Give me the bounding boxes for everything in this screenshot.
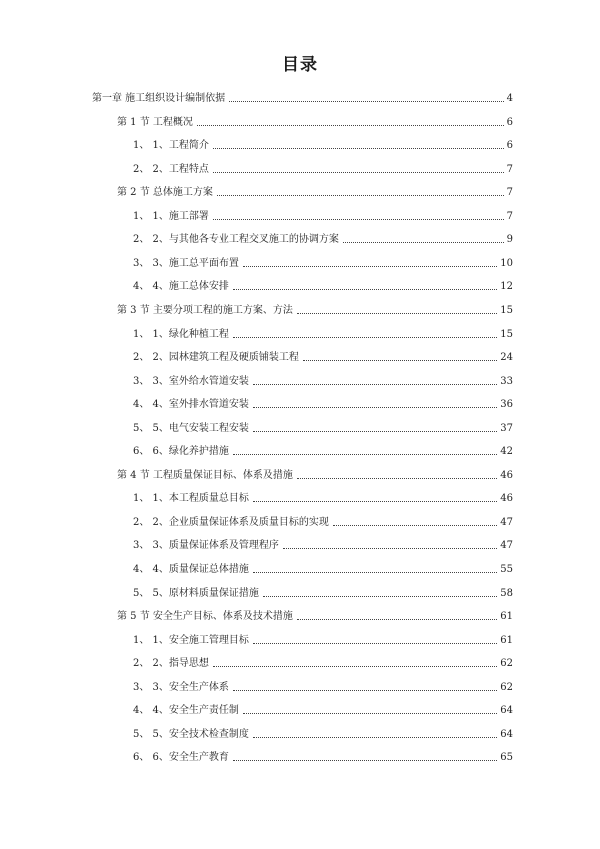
toc-dot-leader bbox=[343, 241, 504, 243]
toc-entry[interactable] bbox=[133, 373, 513, 389]
toc-page-number: 46 bbox=[500, 493, 513, 505]
toc-page-number: 61 bbox=[500, 611, 513, 623]
toc-entry-title: 2、 2、企业质量保证体系及质量目标的实现 bbox=[133, 516, 329, 528]
toc-dot-leader bbox=[263, 595, 497, 597]
toc-entry[interactable] bbox=[133, 632, 513, 648]
toc-entry[interactable] bbox=[133, 490, 513, 506]
toc-dot-leader bbox=[253, 406, 497, 408]
toc-entry[interactable] bbox=[133, 514, 513, 530]
toc-dot-leader bbox=[253, 500, 497, 502]
toc-entry-title: 1、 1、工程简介 bbox=[133, 140, 209, 152]
toc-page-number: 10 bbox=[500, 257, 513, 269]
toc-dot-leader bbox=[253, 430, 497, 432]
toc-entry[interactable] bbox=[117, 608, 513, 624]
toc-entry-title: 4、 4、质量保证总体措施 bbox=[133, 564, 249, 575]
toc-page-number: 7 bbox=[506, 187, 513, 199]
toc-dot-leader bbox=[333, 524, 497, 526]
toc-entry[interactable] bbox=[133, 655, 513, 671]
toc-page-number: 36 bbox=[500, 399, 513, 411]
toc-entry[interactable] bbox=[133, 702, 513, 718]
toc-entry-title: 4、 4、安全生产责任制 bbox=[133, 705, 239, 717]
toc-page-number: 58 bbox=[500, 587, 513, 599]
toc-entry-title: 2、 2、园林建筑工程及硬质铺装工程 bbox=[133, 352, 299, 364]
toc-dot-leader bbox=[233, 453, 497, 455]
toc-entry[interactable] bbox=[133, 396, 513, 412]
toc-dot-leader bbox=[297, 618, 497, 620]
toc-entry[interactable] bbox=[133, 349, 513, 365]
toc-dot-leader bbox=[233, 689, 497, 691]
toc-entry-title: 1、 1、安全施工管理目标 bbox=[133, 634, 249, 646]
toc-page-number: 33 bbox=[500, 375, 513, 387]
toc-entry-title: 第 4 节 工程质量保证目标、体系及措施 bbox=[117, 469, 293, 481]
toc-dot-leader bbox=[213, 218, 504, 220]
toc-page-number: 37 bbox=[500, 422, 513, 434]
toc-entry[interactable] bbox=[133, 137, 513, 153]
toc-dot-leader bbox=[217, 194, 504, 196]
toc-dot-leader bbox=[283, 547, 497, 549]
toc-page-number: 6 bbox=[506, 140, 513, 152]
toc-entry-title: 第一章 施工组织设计编制依据 bbox=[92, 93, 226, 104]
toc-entry-title: 3、 3、室外给水管道安装 bbox=[133, 375, 249, 387]
toc-dot-leader bbox=[213, 147, 504, 149]
toc-entry[interactable] bbox=[117, 302, 513, 318]
toc-entry-title: 2、 2、与其他各专业工程交叉施工的协调方案 bbox=[133, 234, 339, 246]
toc-entry[interactable] bbox=[133, 443, 513, 459]
toc-page-number: 9 bbox=[506, 234, 513, 246]
toc-dot-leader bbox=[253, 736, 497, 738]
toc-entry[interactable] bbox=[133, 726, 513, 742]
toc-dot-leader bbox=[229, 100, 503, 102]
toc-entry-title: 第 5 节 安全生产目标、体系及技术措施 bbox=[117, 611, 293, 623]
toc-entry[interactable] bbox=[92, 90, 513, 106]
toc-entry[interactable] bbox=[133, 561, 513, 577]
toc-entry-title: 2、 2、指导思想 bbox=[133, 658, 209, 670]
toc-page-number: 47 bbox=[500, 540, 513, 552]
toc-entry-title: 5、 5、原材料质量保证措施 bbox=[133, 587, 259, 599]
toc-entry[interactable] bbox=[133, 585, 513, 601]
toc-entry-title: 3、 3、施工总平面布置 bbox=[133, 257, 239, 269]
toc-entry-title: 6、 6、绿化养护措施 bbox=[133, 446, 229, 458]
toc-entry-title: 第 1 节 工程概况 bbox=[117, 116, 193, 128]
toc-page-number: 7 bbox=[506, 163, 513, 175]
toc-dot-leader bbox=[253, 642, 497, 644]
toc-dot-leader bbox=[297, 312, 497, 314]
toc-page-number: 62 bbox=[500, 658, 513, 670]
toc-entry-title: 1、 1、绿化种植工程 bbox=[133, 328, 229, 340]
toc-entry-title: 4、 4、室外排水管道安装 bbox=[133, 399, 249, 411]
toc-dot-leader bbox=[197, 124, 504, 126]
toc-dot-leader bbox=[233, 759, 497, 761]
toc-dot-leader bbox=[253, 571, 497, 573]
toc-page-number: 46 bbox=[500, 469, 513, 481]
toc-entry[interactable] bbox=[133, 255, 513, 271]
toc-page-number: 55 bbox=[500, 564, 513, 575]
toc-entry[interactable] bbox=[117, 184, 513, 200]
toc-entry[interactable] bbox=[133, 231, 513, 247]
toc-entry-title: 3、 3、安全生产体系 bbox=[133, 681, 229, 693]
toc-dot-leader bbox=[233, 336, 497, 338]
toc-page-number: 15 bbox=[500, 304, 513, 316]
toc-entry[interactable] bbox=[117, 114, 513, 130]
toc-page-number: 65 bbox=[500, 752, 513, 764]
toc-page-number: 15 bbox=[500, 328, 513, 340]
toc-entry[interactable] bbox=[133, 749, 513, 765]
toc-entry-title: 1、 1、施工部署 bbox=[133, 210, 209, 222]
toc-entry[interactable] bbox=[133, 420, 513, 436]
toc-entry[interactable] bbox=[133, 278, 513, 294]
toc-page-number: 12 bbox=[500, 281, 513, 293]
toc-dot-leader bbox=[253, 383, 497, 385]
toc-entry-title: 5、 5、电气安装工程安装 bbox=[133, 422, 249, 434]
toc-entry[interactable] bbox=[133, 326, 513, 342]
toc-entry-title: 6、 6、安全生产教育 bbox=[133, 752, 229, 764]
toc-entry-title: 2、 2、工程特点 bbox=[133, 163, 209, 175]
toc-page-number: 24 bbox=[500, 352, 513, 364]
toc-entry[interactable] bbox=[133, 537, 513, 553]
toc-entry-title: 4、 4、施工总体安排 bbox=[133, 281, 229, 293]
toc-entry[interactable] bbox=[117, 467, 513, 483]
toc-dot-leader bbox=[243, 265, 497, 267]
toc-dot-leader bbox=[297, 477, 497, 479]
toc-entry[interactable] bbox=[133, 161, 513, 177]
toc-dot-leader bbox=[303, 359, 497, 361]
toc-page-number: 4 bbox=[506, 93, 513, 104]
toc-dot-leader bbox=[243, 712, 497, 714]
toc-page-number: 42 bbox=[500, 446, 513, 458]
toc-dot-leader bbox=[213, 171, 504, 173]
toc-page-number: 61 bbox=[500, 634, 513, 646]
toc-dot-leader bbox=[213, 665, 497, 667]
toc-page-number: 62 bbox=[500, 681, 513, 693]
toc-page-number: 47 bbox=[500, 516, 513, 528]
toc-page-number: 6 bbox=[506, 116, 513, 128]
toc-entry-title: 1、 1、本工程质量总目标 bbox=[133, 493, 249, 505]
toc-entry[interactable] bbox=[133, 679, 513, 695]
toc-entry-title: 3、 3、质量保证体系及管理程序 bbox=[133, 540, 279, 552]
toc-dot-leader bbox=[233, 288, 497, 290]
toc-entry-title: 5、 5、安全技术检查制度 bbox=[133, 728, 249, 740]
toc-entry-title: 第 3 节 主要分项工程的施工方案、方法 bbox=[117, 304, 293, 316]
toc-entry-title: 第 2 节 总体施工方案 bbox=[117, 187, 213, 199]
toc-page-number: 64 bbox=[500, 728, 513, 740]
toc-page-number: 64 bbox=[500, 705, 513, 717]
toc-page-number: 7 bbox=[506, 210, 513, 222]
toc-entry[interactable] bbox=[133, 208, 513, 224]
page-title: 目录 bbox=[282, 55, 318, 75]
